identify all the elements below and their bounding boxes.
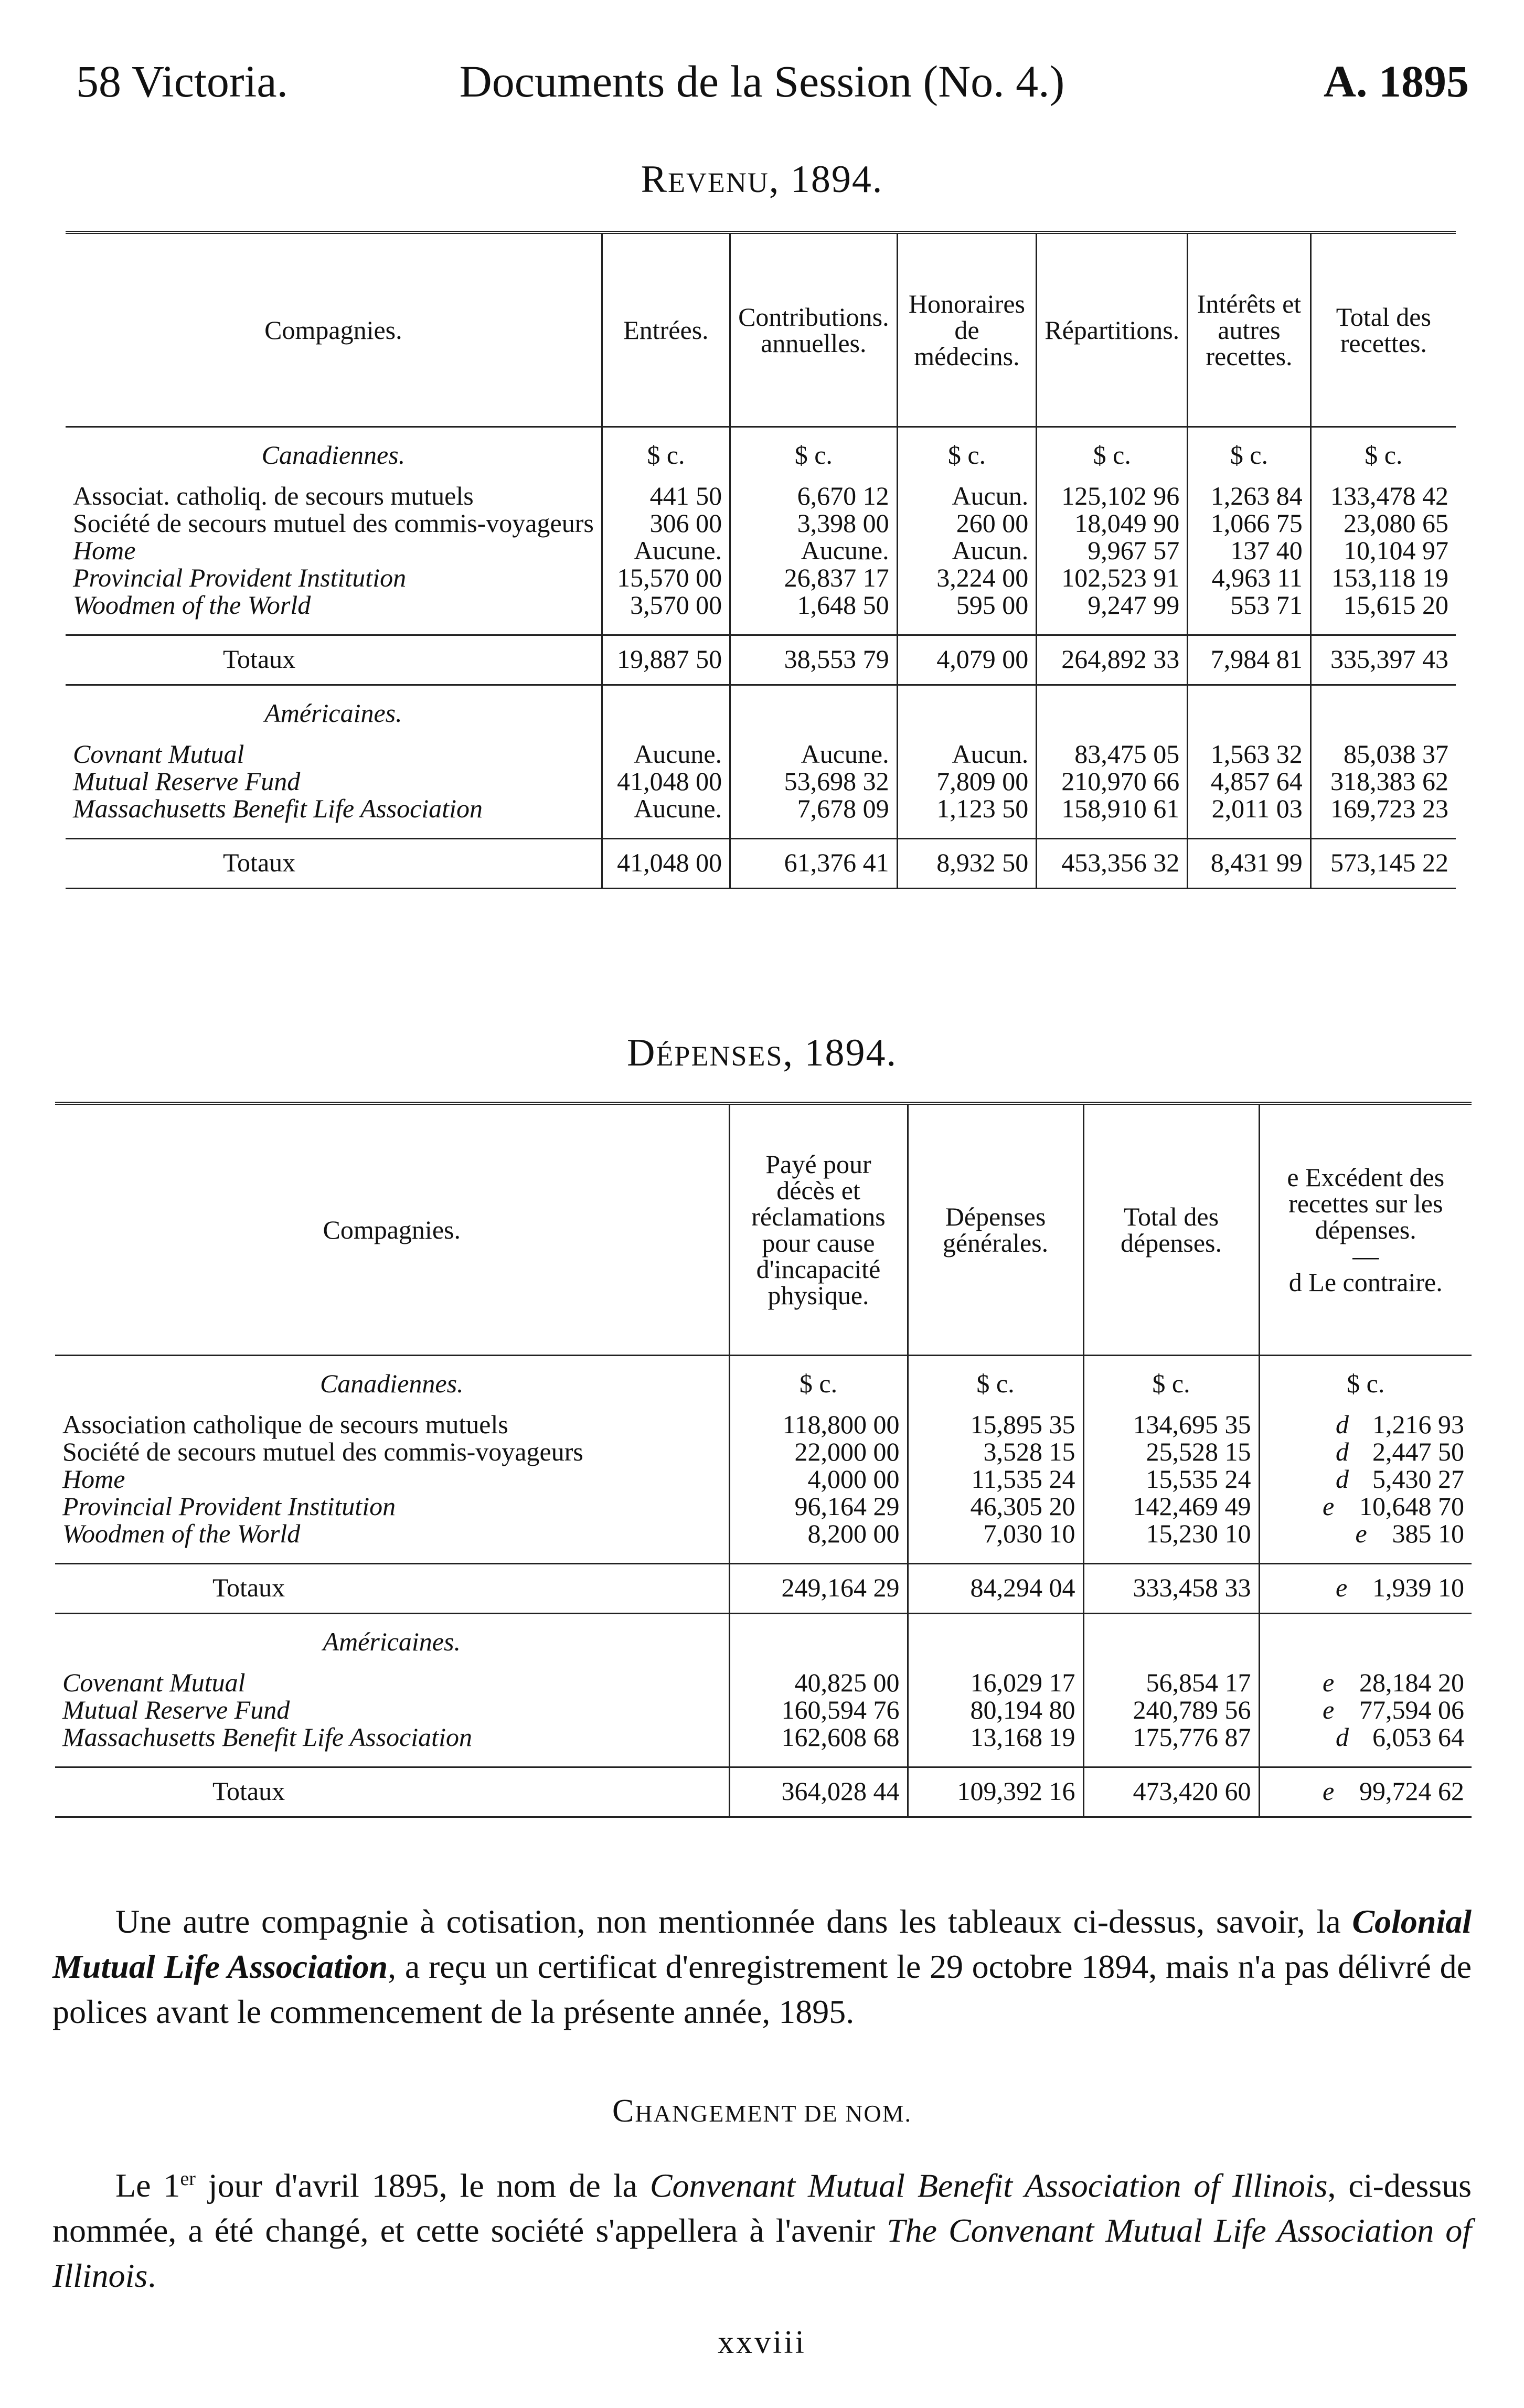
unit-cell: $ c. [1083,1355,1259,1411]
value-cell: 10,104 97 [1344,535,1448,565]
excess-flag: d [1336,1722,1349,1752]
company-name: Woodmen of the World [55,1520,729,1547]
header-right: A. 1895 [1323,56,1469,106]
value-cell: 16,029 17 [908,1669,1083,1696]
value-cell: Aucune. [602,740,730,768]
value-cell: 7,809 00 [897,768,1037,795]
table-row [55,1493,1472,1520]
total-value: 264,892 33 [1037,635,1188,685]
changement-title: CHANGEMENT DE NOM. [612,2093,912,2129]
value-cell: 595 00 [897,591,1037,619]
value-cell: 4,963 11 [1188,564,1311,591]
value-cell: 9,967 57 [1037,537,1188,564]
excess-value: 6,053 64 [1372,1722,1464,1752]
value-cell: 102,523 91 [1037,564,1188,591]
value-cell: Aucun. [897,537,1037,564]
col-contributions: Contributions. annuelles. [730,232,898,427]
company-name: Associat. catholiq. de secours mutuels [66,482,602,509]
value-cell: 210,970 66 [1037,768,1188,795]
paragraph-colonial: Une autre compagnie à cotisation, non mentionnée dans les tableaux ci-dessus, savoir, la Colonial Mutual Life Association, a reçu un certificat d'enregistrement le 29 octobre 1894, mais n'a pas délivré de polices avant le commencement de la présente année, 1895. [52,1903,1472,2030]
total-value: 249,164 29 [729,1563,908,1613]
value-cell: 96,164 29 [729,1493,908,1520]
excess-value: 10,648 70 [1359,1491,1464,1521]
dcol-compagnies: Compagnies. [55,1103,729,1355]
totals-label: Totaux [66,635,602,685]
group-canadiennes: Canadiennes. [66,427,602,482]
header-left: 58 Victoria. [76,56,289,106]
dgroup-canadiennes: Canadiennes. [55,1355,729,1411]
company-name: Provincial Provident Institution [55,1493,729,1520]
totals-row [66,635,1456,685]
value-cell: 137 40 [1188,537,1311,564]
value-cell: 11,535 24 [908,1465,1083,1493]
value-cell: 142,469 49 [1083,1493,1259,1520]
page-header [0,55,1524,118]
company-name: Mutual Reserve Fund [66,768,602,795]
table-row [55,1669,1472,1696]
value-cell: 6,670 12 [730,482,898,509]
value-cell: 134,695 35 [1083,1411,1259,1438]
total-value: 38,553 79 [730,635,898,685]
company-name: Home [66,537,602,564]
value-cell: 26,837 17 [730,564,898,591]
table-row [55,1696,1472,1723]
total-value: 364,028 44 [729,1767,908,1817]
value-cell: 40,825 00 [729,1669,908,1696]
excess-cell [1259,1411,1472,1438]
table-row [55,1723,1472,1751]
value-cell: Aucun. [897,740,1037,768]
value-cell: 158,910 61 [1037,795,1188,822]
value-cell: 8,200 00 [729,1520,908,1547]
table-row [55,1411,1472,1438]
value-cell: 3,224 00 [897,564,1037,591]
col-repartitions: Répartitions. [1037,232,1188,427]
value-cell: 1,123 50 [897,795,1037,822]
company-name: Massachusetts Benefit Life Association [66,795,602,822]
value-cell: Aucune. [730,537,898,564]
group-americaines: Américaines. [66,685,602,740]
excess-line1: e Excédent des recettes sur les dépenses. [1287,1162,1445,1244]
unit-cell: $ c. [897,427,1037,482]
unit-cell: $ c. [730,427,898,482]
value-cell: 15,535 24 [1083,1465,1259,1493]
company-name: Provincial Provident Institution [66,564,602,591]
table-row [66,564,1456,591]
value-cell: 53,698 32 [730,768,898,795]
totals-row [55,1767,1472,1817]
excess-value: 385 10 [1392,1518,1464,1548]
totals-row [66,838,1456,888]
excess-cell [1259,1520,1472,1547]
excess-cell [1259,1465,1472,1493]
table-row [55,1465,1472,1493]
col-total-recettes: Total des recettes. [1310,232,1456,427]
excess-cell [1259,1696,1472,1723]
excess-flag: d [1336,1436,1349,1466]
excess-flag: e [1323,1491,1335,1521]
unit-cell: $ c. [729,1355,908,1411]
value-cell: 3,528 15 [908,1438,1083,1465]
excess-value: 28,184 20 [1359,1667,1464,1697]
totals-label: Totaux [66,838,602,888]
table-row [66,768,1456,795]
total-excess-cell [1259,1767,1472,1817]
value-cell: 7,030 10 [908,1520,1083,1547]
dgroup-americaines: Américaines. [55,1613,729,1669]
value-cell: Aucun. [897,482,1037,509]
totals-label: Totaux [55,1563,729,1613]
totals-row [55,1563,1472,1613]
depenses-title: DÉPENSES, 1894. [626,1031,897,1074]
company-name: Association catholique de secours mutuels [55,1411,729,1438]
paragraph-changement: Le 1er jour d'avril 1895, le nom de la Convenant Mutual Benefit Association of Illinois, ci-dessus nommée, a été changé, et cette société s'appellera à l'avenir The Convenant Mutual Life Association of Illinois. [52,2167,1472,2295]
revenu-americaines-rows [66,740,1456,822]
unit-cell: $ c. [602,427,730,482]
dcol-depenses-generales: Dépenses générales. [908,1103,1083,1355]
unit-cell: $ c. [1365,440,1403,470]
excess-flag: d [1336,1409,1349,1439]
value-cell: 83,475 05 [1037,740,1188,768]
excess-value: 1,939 10 [1372,1572,1464,1602]
value-cell: 23,080 65 [1344,508,1448,538]
revenu-table [66,231,1456,889]
company-name: Société de secours mutuel des commis-voyageurs [66,509,602,537]
total-value: 8,932 50 [897,838,1037,888]
value-cell: 553 71 [1188,591,1311,619]
value-cell: 260 00 [897,509,1037,537]
value-cell: 306 00 [602,509,730,537]
table-row [55,1520,1472,1547]
value-cell: 9,247 99 [1037,591,1188,619]
revenu-title: REVENU, 1894. [641,158,883,201]
excess-line2: d Le contraire. [1288,1267,1443,1297]
excess-flag: e [1336,1572,1348,1602]
total-value: 573,145 22 [1310,838,1456,888]
col-compagnies: Compagnies. [66,232,602,427]
total-value: 8,431 99 [1188,838,1311,888]
value-cell: 175,776 87 [1083,1723,1259,1751]
value-cell: 160,594 76 [729,1696,908,1723]
value-cell: 3,570 00 [602,591,730,619]
value-cell: 4,857 64 [1188,768,1311,795]
unit-cell: $ c. [1347,1368,1385,1398]
value-cell: 169,723 23 [1330,793,1448,823]
total-value: 333,458 33 [1083,1563,1259,1613]
excess-cell [1259,1438,1472,1465]
depenses-canadiennes-rows [55,1411,1472,1547]
value-cell: 41,048 00 [602,768,730,795]
value-cell: 118,800 00 [729,1411,908,1438]
company-name: Massachusetts Benefit Life Association [55,1723,729,1751]
total-value: 4,079 00 [897,635,1037,685]
excess-value: 1,216 93 [1372,1409,1464,1439]
value-cell: 46,305 20 [908,1493,1083,1520]
totals-label: Totaux [55,1767,729,1817]
excess-value: 77,594 06 [1359,1695,1464,1724]
value-cell: 133,478 42 [1330,481,1448,510]
excess-cell [1259,1669,1472,1696]
unit-cell: $ c. [1037,427,1188,482]
depenses-americaines-rows [55,1669,1472,1751]
total-value: 473,420 60 [1083,1767,1259,1817]
value-cell: 18,049 90 [1037,509,1188,537]
excess-flag: e [1355,1518,1367,1548]
value-cell: 15,230 10 [1083,1520,1259,1547]
value-cell: 7,678 09 [730,795,898,822]
value-cell: 153,118 19 [1331,562,1448,592]
value-cell: 1,066 75 [1188,509,1311,537]
value-cell: 4,000 00 [729,1465,908,1493]
total-value: 19,887 50 [602,635,730,685]
dcol-total-depenses: Total des dépenses. [1083,1103,1259,1355]
excess-flag: e [1323,1776,1335,1806]
value-cell: 13,168 19 [908,1723,1083,1751]
value-cell: 1,263 84 [1188,482,1311,509]
table-row [66,537,1456,564]
company-name: Société de secours mutuel des commis-voyageurs [55,1438,729,1465]
value-cell: 15,615 20 [1344,590,1448,620]
value-cell: 56,854 17 [1083,1669,1259,1696]
table-row [66,740,1456,768]
value-cell: 80,194 80 [908,1696,1083,1723]
excess-flag: e [1323,1667,1335,1697]
depenses-totaux-americaines [55,1767,1472,1817]
total-value: 7,984 81 [1188,635,1311,685]
total-value: 109,392 16 [908,1767,1083,1817]
header-center: Documents de la Session (No. 4.) [459,56,1065,106]
table-row [66,591,1456,619]
total-value: 61,376 41 [730,838,898,888]
value-cell: 2,011 03 [1188,795,1311,822]
value-cell: 3,398 00 [730,509,898,537]
value-cell: Aucune. [602,537,730,564]
excess-cell [1259,1723,1472,1751]
excess-value: 5,430 27 [1372,1464,1464,1494]
unit-cell: $ c. [1188,427,1311,482]
value-cell: 85,038 37 [1344,739,1448,769]
company-name: Covenant Mutual [55,1669,729,1696]
dcol-paye: Payé pour décès et réclamations pour cause d'incapacité physique. [729,1103,908,1355]
excess-value: 2,447 50 [1372,1436,1464,1466]
excess-flag: e [1323,1695,1335,1724]
total-value: 84,294 04 [908,1563,1083,1613]
revenu-totaux-americaines [66,838,1456,888]
table-row [66,482,1456,509]
value-cell: 1,563 32 [1188,740,1311,768]
excess-flag: d [1336,1464,1349,1494]
value-cell: Aucune. [730,740,898,768]
excess-value: 99,724 62 [1359,1776,1464,1806]
col-entrees: Entrées. [602,232,730,427]
revenu-totaux-canadiennes [66,635,1456,685]
company-name: Woodmen of the World [66,591,602,619]
col-honoraires: Honoraires de médecins. [897,232,1037,427]
value-cell: 318,383 62 [1330,766,1448,796]
revenu-canadiennes-rows [66,482,1456,619]
value-cell: Aucune. [602,795,730,822]
company-name: Covnant Mutual [66,740,602,768]
value-cell: 125,102 96 [1037,482,1188,509]
dcol-excedent [1259,1103,1472,1355]
total-excess-cell [1259,1563,1472,1613]
value-cell: 441 50 [602,482,730,509]
value-cell: 162,608 68 [729,1723,908,1751]
total-value: 41,048 00 [602,838,730,888]
value-cell: 25,528 15 [1083,1438,1259,1465]
company-name: Home [55,1465,729,1493]
company-name: Mutual Reserve Fund [55,1696,729,1723]
value-cell: 1,648 50 [730,591,898,619]
excess-cell [1259,1493,1472,1520]
value-cell: 15,895 35 [908,1411,1083,1438]
unit-cell: $ c. [908,1355,1083,1411]
excess-dash: — [1352,1241,1379,1271]
value-cell: 15,570 00 [602,564,730,591]
table-row [55,1438,1472,1465]
depenses-table [55,1102,1472,1818]
page-number: xxviii [718,2325,806,2360]
table-row [66,509,1456,537]
total-value: 453,356 32 [1037,838,1188,888]
depenses-totaux-canadiennes [55,1563,1472,1613]
value-cell: 240,789 56 [1083,1696,1259,1723]
value-cell: 22,000 00 [729,1438,908,1465]
col-interets: Intérêts et autres recettes. [1188,232,1311,427]
total-value: 335,397 43 [1310,635,1456,685]
table-row [66,795,1456,822]
